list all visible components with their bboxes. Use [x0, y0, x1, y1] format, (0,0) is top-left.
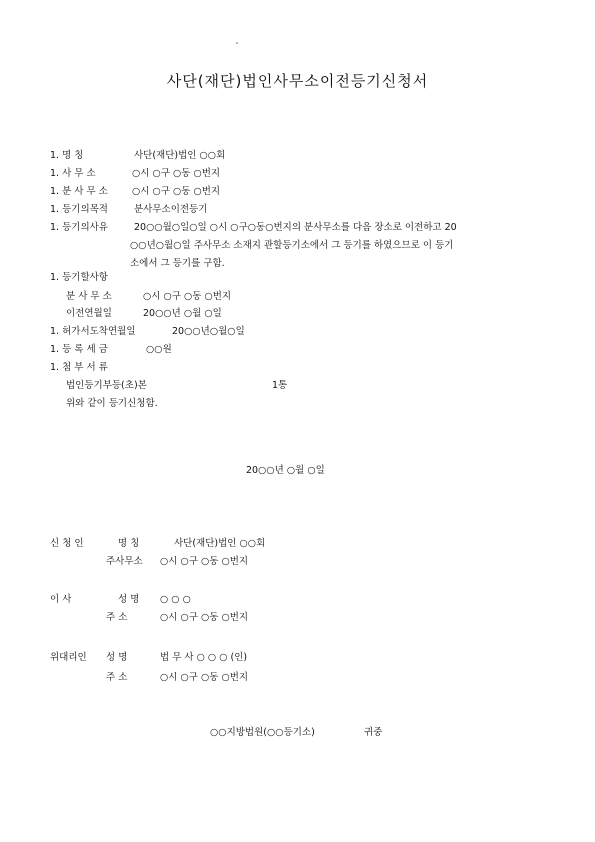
permit-label: 1. 허가서도착연월일 — [50, 326, 136, 337]
closing-statement: 위와 같이 등기신청함. — [66, 398, 158, 409]
tax-value: ○○원 — [146, 344, 172, 355]
permit-value: 20○○년○월○일 — [172, 326, 245, 337]
matters-branch-value: ○시 ○구 ○동 ○번지 — [143, 291, 232, 302]
purpose-value: 분사무소이전등기 — [134, 204, 208, 215]
name-label: 1. 명 칭 — [50, 150, 84, 161]
office-label: 1. 사 무 소 — [50, 168, 96, 179]
branch-label: 1. 분 사 무 소 — [50, 186, 108, 197]
matters-branch-label: 분 사 무 소 — [66, 291, 112, 302]
document-title: 사단(재단)법인사무소이전등기신청서 — [166, 72, 429, 90]
director-addr-label: 주 소 — [106, 612, 128, 623]
applicant-name-label: 명 칭 — [118, 538, 140, 549]
document-date: 20○○년 ○월 ○일 — [246, 465, 325, 476]
applicant-addr-value: ○시 ○구 ○동 ○번지 — [160, 556, 249, 567]
office-value: ○시 ○구 ○동 ○번지 — [132, 168, 221, 179]
scan-speck — [236, 42, 238, 44]
name-value: 사단(재단)법인 ○○회 — [134, 150, 226, 161]
attach-count: 1통 — [272, 380, 288, 391]
applicant-addr-label: 주사무소 — [106, 556, 143, 567]
agent-addr-value: ○시 ○구 ○동 ○번지 — [160, 672, 249, 683]
agent-addr-label: 주 소 — [106, 672, 128, 683]
director-name-label: 성 명 — [118, 594, 140, 605]
reason-line-2: ○○년○월○일 주사무소 소재지 관할등기소에서 그 등기를 하였으므로 이 등기 — [130, 240, 454, 251]
director-label: 이 사 — [50, 594, 72, 605]
reason-line-1: 20○○월○일○일 ○시 ○구○동○번지의 분사무소를 다음 장소로 이전하고 20 — [134, 222, 457, 233]
director-addr-value: ○시 ○구 ○동 ○번지 — [160, 612, 249, 623]
reason-line-3: 소에서 그 등기를 구함. — [130, 258, 225, 269]
applicant-name-value: 사단(재단)법인 ○○회 — [174, 538, 266, 549]
matters-date-label: 이전연월일 — [66, 308, 112, 319]
agent-name-label: 성 명 — [106, 652, 128, 663]
director-name-value: ○ ○ ○ — [160, 594, 191, 605]
tax-label: 1. 등 록 세 금 — [50, 344, 108, 355]
attach-label: 1. 첨 부 서 류 — [50, 362, 108, 373]
branch-value: ○시 ○구 ○동 ○번지 — [132, 186, 221, 197]
agent-label: 위대리인 — [50, 652, 87, 663]
purpose-label: 1. 등기의목적 — [50, 204, 108, 215]
addressee-suffix: 귀중 — [364, 727, 383, 738]
applicant-label: 신 청 인 — [50, 538, 84, 549]
reason-label: 1. 등기의사유 — [50, 222, 108, 233]
agent-name-value: 법 무 사 ○ ○ ○ (인) — [160, 652, 248, 663]
attach-item: 법인등기부등(초)본 — [66, 380, 147, 391]
addressee: ○○지방법원(○○등기소) — [210, 727, 315, 738]
matters-date-value: 20○○년 ○월 ○일 — [143, 308, 222, 319]
matters-label: 1. 등기할사항 — [50, 272, 108, 283]
